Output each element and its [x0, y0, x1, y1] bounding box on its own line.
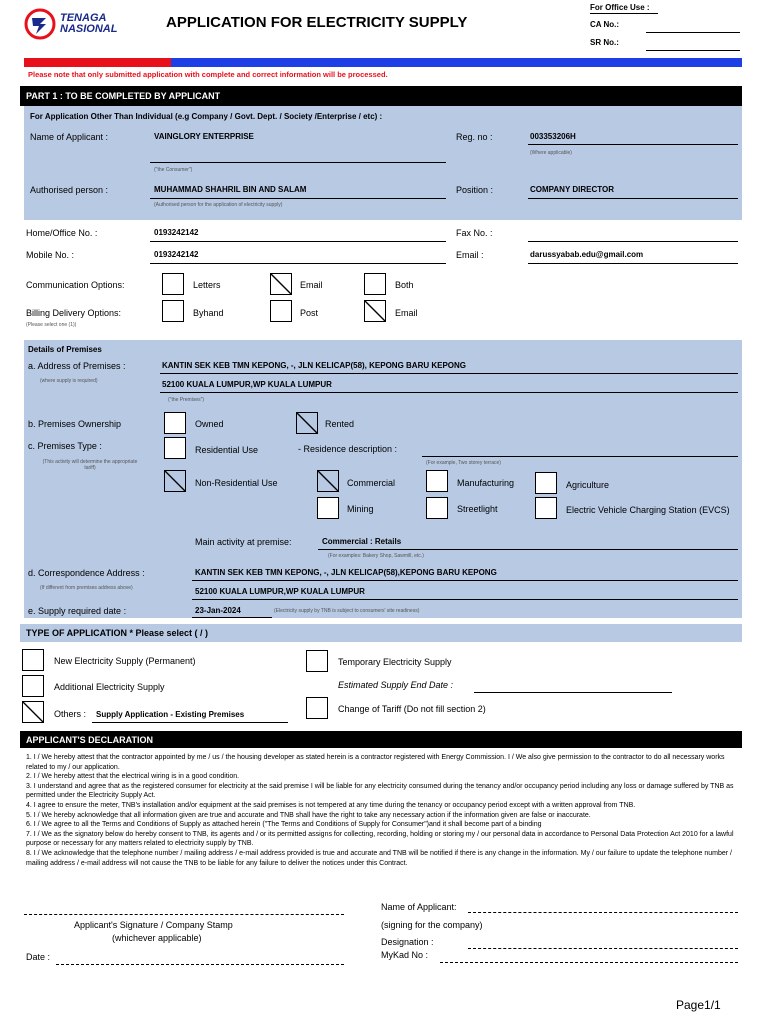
non-residential-label: Non-Residential Use: [195, 478, 278, 488]
home-office-underline: [150, 241, 446, 242]
ownership-label: b. Premises Ownership: [28, 419, 122, 429]
supply-date-hint: (Electricity supply by TNB is subject to consumers' site readiness): [274, 608, 420, 614]
reg-no-hint: (Where applicable): [530, 150, 572, 156]
others-checkbox[interactable]: [22, 701, 44, 723]
fax-label: Fax No. :: [456, 228, 493, 238]
declaration-item: 8. I / We acknowledge that the telephone number / mailing address / e-mail address provided is true and accurate and TNB will be notified if there is any change in the information. My / our failure to update the telephone number / mailing address / e-mail address will not cause the TNB to be liable for any failure to deliver the notices under this Contract.: [26, 849, 732, 867]
sign-name-label: Name of Applicant:: [381, 902, 457, 912]
brand-name: TENAGA NASIONAL: [60, 12, 118, 35]
estimated-end-field[interactable]: [474, 692, 672, 693]
bill-byhand-label: Byhand: [193, 308, 224, 318]
main-activity-field[interactable]: Commercial : Retails: [322, 537, 402, 546]
declaration-item: 5. I / We hereby acknowledge that all information given are true and accurate and TNB shall have the right to take any necessary action if the information given are false or inaccurate.: [26, 811, 591, 819]
header-bar-blue: [171, 58, 742, 67]
manufacturing-checkbox[interactable]: [426, 470, 448, 492]
ca-no-label: CA No.:: [590, 20, 620, 29]
applicant-name-label: Name of Applicant :: [30, 132, 109, 142]
supply-date-field[interactable]: 23-Jan-2024: [195, 606, 241, 615]
header-color-bar: [24, 58, 742, 67]
bill-post-label: Post: [300, 308, 319, 318]
sr-no-field[interactable]: [646, 50, 740, 51]
corr-address-line1[interactable]: KANTIN SEK KEB TMN KEPONG, -, JLN KELICAP(58),KEPONG BARU KEPONG: [195, 568, 497, 577]
designation-label: Designation :: [381, 937, 434, 947]
page-number: Page1/1: [676, 998, 721, 1012]
notice-text: Please note that only submitted application with complete and correct information will be processed.: [28, 70, 388, 79]
office-use-heading: For Office Use :: [590, 3, 650, 12]
auth-person-underline: [150, 198, 446, 199]
others-label: Others :: [54, 709, 87, 719]
premises-address-underline1: [160, 373, 738, 374]
reg-no-underline: [528, 144, 738, 145]
mykad-field[interactable]: [440, 962, 738, 963]
bill-post-checkbox[interactable]: [270, 300, 292, 322]
page-title: APPLICATION FOR ELECTRICITY SUPPLY: [166, 14, 468, 31]
reg-no-label: Reg. no :: [456, 132, 493, 142]
residence-desc-hint: (For example, Two storey terrace): [426, 460, 501, 466]
premises-type-label: c. Premises Type :: [28, 441, 102, 451]
main-activity-underline: [318, 549, 738, 550]
rented-label: Rented: [325, 419, 355, 429]
supply-date-label: e. Supply required date :: [28, 606, 127, 616]
part1-header: PART 1 : TO BE COMPLETED BY APPLICANT: [20, 86, 742, 106]
supply-date-underline: [192, 617, 272, 618]
streetlight-checkbox[interactable]: [426, 497, 448, 519]
streetlight-label: Streetlight: [457, 504, 498, 514]
signature-label: Applicant's Signature / Company Stamp: [74, 920, 233, 930]
mobile-underline: [150, 263, 446, 264]
signing-for-label: (signing for the company): [381, 920, 483, 930]
others-underline: [92, 722, 288, 723]
declaration-text: [26, 753, 740, 868]
owned-checkbox[interactable]: [164, 412, 186, 434]
mobile-field[interactable]: 0193242142: [154, 250, 199, 259]
mining-checkbox[interactable]: [317, 497, 339, 519]
temporary-supply-checkbox[interactable]: [306, 650, 328, 672]
premises-address-underline2: [160, 392, 738, 393]
position-underline: [528, 198, 738, 199]
comm-letters-checkbox[interactable]: [162, 273, 184, 295]
home-office-label: Home/Office No. :: [26, 228, 98, 238]
corr-address-underline2: [192, 599, 738, 600]
declaration-item: 2. I / We hereby attest that the electrical wiring is in a good condition.: [26, 773, 240, 781]
additional-supply-checkbox[interactable]: [22, 675, 44, 697]
comm-letters-label: Letters: [193, 280, 221, 290]
corr-address-line2[interactable]: 52100 KUALA LUMPUR,WP KUALA LUMPUR: [195, 587, 365, 596]
corr-address-label: d. Correspondence Address :: [28, 568, 145, 578]
sign-name-field[interactable]: [468, 912, 738, 913]
estimated-end-label: Estimated Supply End Date :: [338, 680, 454, 690]
declaration-item: 3. I understand and agree that as the registered consumer for electricity at the said premise I will be liable for any electricity consumed during the tenancy and/or occupancy period including any loss or damage suffered by TNB as permitted under the Electricity Supply Act.: [26, 782, 734, 800]
reg-no-field[interactable]: 003353206H: [530, 132, 576, 141]
mobile-label: Mobile No. :: [26, 250, 75, 260]
email-underline: [528, 263, 738, 264]
premises-address-line2[interactable]: 52100 KUALA LUMPUR,WP KUALA LUMPUR: [162, 380, 332, 389]
temporary-supply-label: Temporary Electricity Supply: [338, 657, 452, 667]
type-of-application-title: TYPE OF APPLICATION * Please select ( / ): [26, 628, 209, 638]
email-label: Email :: [456, 250, 484, 260]
comm-email-checkbox[interactable]: [270, 273, 292, 295]
corr-address-hint: (If different from premises address above): [40, 585, 133, 591]
residential-label: Residential Use: [195, 445, 259, 455]
other-than-individual-label: For Application Other Than Individual (e.g Company / Govt. Dept. / Society /Enterprise / etc) :: [30, 112, 383, 121]
premises-address-label: a. Address of Premises :: [28, 361, 126, 371]
comm-both-label: Both: [395, 280, 414, 290]
residential-checkbox[interactable]: [164, 437, 186, 459]
evcs-checkbox[interactable]: [535, 497, 557, 519]
new-supply-checkbox[interactable]: [22, 649, 44, 671]
fax-underline: [528, 241, 738, 242]
change-tariff-label: Change of Tariff (Do not fill section 2): [338, 704, 486, 714]
bill-byhand-checkbox[interactable]: [162, 300, 184, 322]
sign-date-label: Date :: [26, 952, 51, 962]
applicant-name-underline: [150, 162, 446, 163]
agriculture-label: Agriculture: [566, 480, 610, 490]
applicant-name-field[interactable]: VAINGLORY ENTERPRISE: [154, 132, 254, 141]
main-activity-hint: (For examples: Bakery Shop, Sawmill, etc.): [328, 553, 424, 559]
premises-address-hint: (where supply is required): [40, 378, 98, 384]
evcs-label: Electric Vehicle Charging Station (EVCS): [566, 505, 730, 515]
signature-sublabel: (whichever applicable): [112, 933, 202, 943]
comm-email-label: Email: [300, 280, 323, 290]
premises-address-note: ("the Premises"): [168, 397, 205, 403]
commercial-checkbox[interactable]: [317, 470, 339, 492]
home-office-field[interactable]: 0193242142: [154, 228, 199, 237]
auth-person-field[interactable]: MUHAMMAD SHAHRIL BIN AND SALAM: [154, 185, 307, 194]
auth-person-hint: (Authorised person for the application of electricity supply): [154, 202, 283, 208]
premises-heading: Details of Premises: [28, 345, 102, 354]
others-field[interactable]: Supply Application - Existing Premises: [96, 710, 245, 719]
ca-no-field[interactable]: [646, 32, 740, 33]
declaration-item: 7. I / We as the signatory below do hereby consent to TNB, its agents and / or its permitted assigns for collecting, recording, holding or storing my / our personal data in accordance to Personal Data Protection Act 2010 for a lawful purpose or necessary for any matters related to electricity supply by TNB.: [26, 830, 734, 848]
premises-type-hint: (This activity will determine the appropriate tariff): [42, 459, 138, 471]
declaration-item: 1. I / We hereby attest that the contractor appointed by me / us / the housing developer as stated herein is a contractor registered with Energy Commission. I / We also give permission to the contractor to do all necessary works related to my / our application.: [26, 754, 725, 771]
agriculture-checkbox[interactable]: [535, 472, 557, 494]
applicant-name-hint: ("the Consumer"): [154, 167, 193, 173]
sr-no-label: SR No.:: [590, 38, 619, 47]
commercial-label: Commercial: [347, 478, 396, 488]
designation-field[interactable]: [468, 948, 738, 949]
new-supply-label: New Electricity Supply (Permanent): [54, 656, 196, 666]
premises-address-line1[interactable]: KANTIN SEK KEB TMN KEPONG, -, JLN KELICAP(58), KEPONG BARU KEPONG: [162, 361, 467, 370]
office-use-underline: [590, 13, 658, 14]
signature-line[interactable]: [24, 914, 344, 915]
declaration-header: APPLICANT'S DECLARATION: [20, 731, 742, 748]
billing-options-label: Billing Delivery Options:: [26, 308, 122, 318]
main-activity-label: Main activity at premise:: [195, 537, 292, 547]
manufacturing-label: Manufacturing: [457, 478, 515, 488]
tnb-logo-icon: [24, 8, 56, 40]
mining-label: Mining: [347, 504, 374, 514]
position-field[interactable]: COMPANY DIRECTOR: [530, 185, 615, 194]
change-tariff-checkbox[interactable]: [306, 697, 328, 719]
residence-desc-label: - Residence description :: [298, 444, 398, 454]
comm-both-checkbox[interactable]: [364, 273, 386, 295]
declaration-item: 4. I agree to ensure the meter, TNB's installation and/or equipment at the said premises is not tempered at any time during the tenancy or occupancy period except with a written approval from TNB.: [26, 801, 636, 809]
bill-email-checkbox[interactable]: [364, 300, 386, 322]
corr-address-underline1: [192, 580, 738, 581]
declaration-item: 6. I / We agree to all the Terms and Conditions of Supply as attached herein ("The Terms and Conditions of Supply for Consumer")and it shall become part of a binding: [26, 821, 542, 829]
header-bar-red: [24, 58, 171, 67]
non-residential-checkbox[interactable]: [164, 470, 186, 492]
billing-options-hint: (Please select one (1)): [26, 322, 77, 328]
rented-checkbox[interactable]: [296, 412, 318, 434]
additional-supply-label: Additional Electricity Supply: [54, 682, 165, 692]
bill-email-label: Email: [395, 308, 418, 318]
tnb-logo: [24, 8, 144, 44]
applicant-band: [24, 106, 742, 220]
sign-date-field[interactable]: [56, 964, 344, 965]
position-label: Position :: [456, 185, 494, 195]
comm-options-label: Communication Options:: [26, 280, 125, 290]
owned-label: Owned: [195, 419, 224, 429]
auth-person-label: Authorised person :: [30, 185, 109, 195]
residence-desc-field[interactable]: [422, 456, 738, 457]
email-field[interactable]: darussyabab.edu@gmail.com: [530, 250, 644, 259]
mykad-label: MyKad No :: [381, 950, 429, 960]
